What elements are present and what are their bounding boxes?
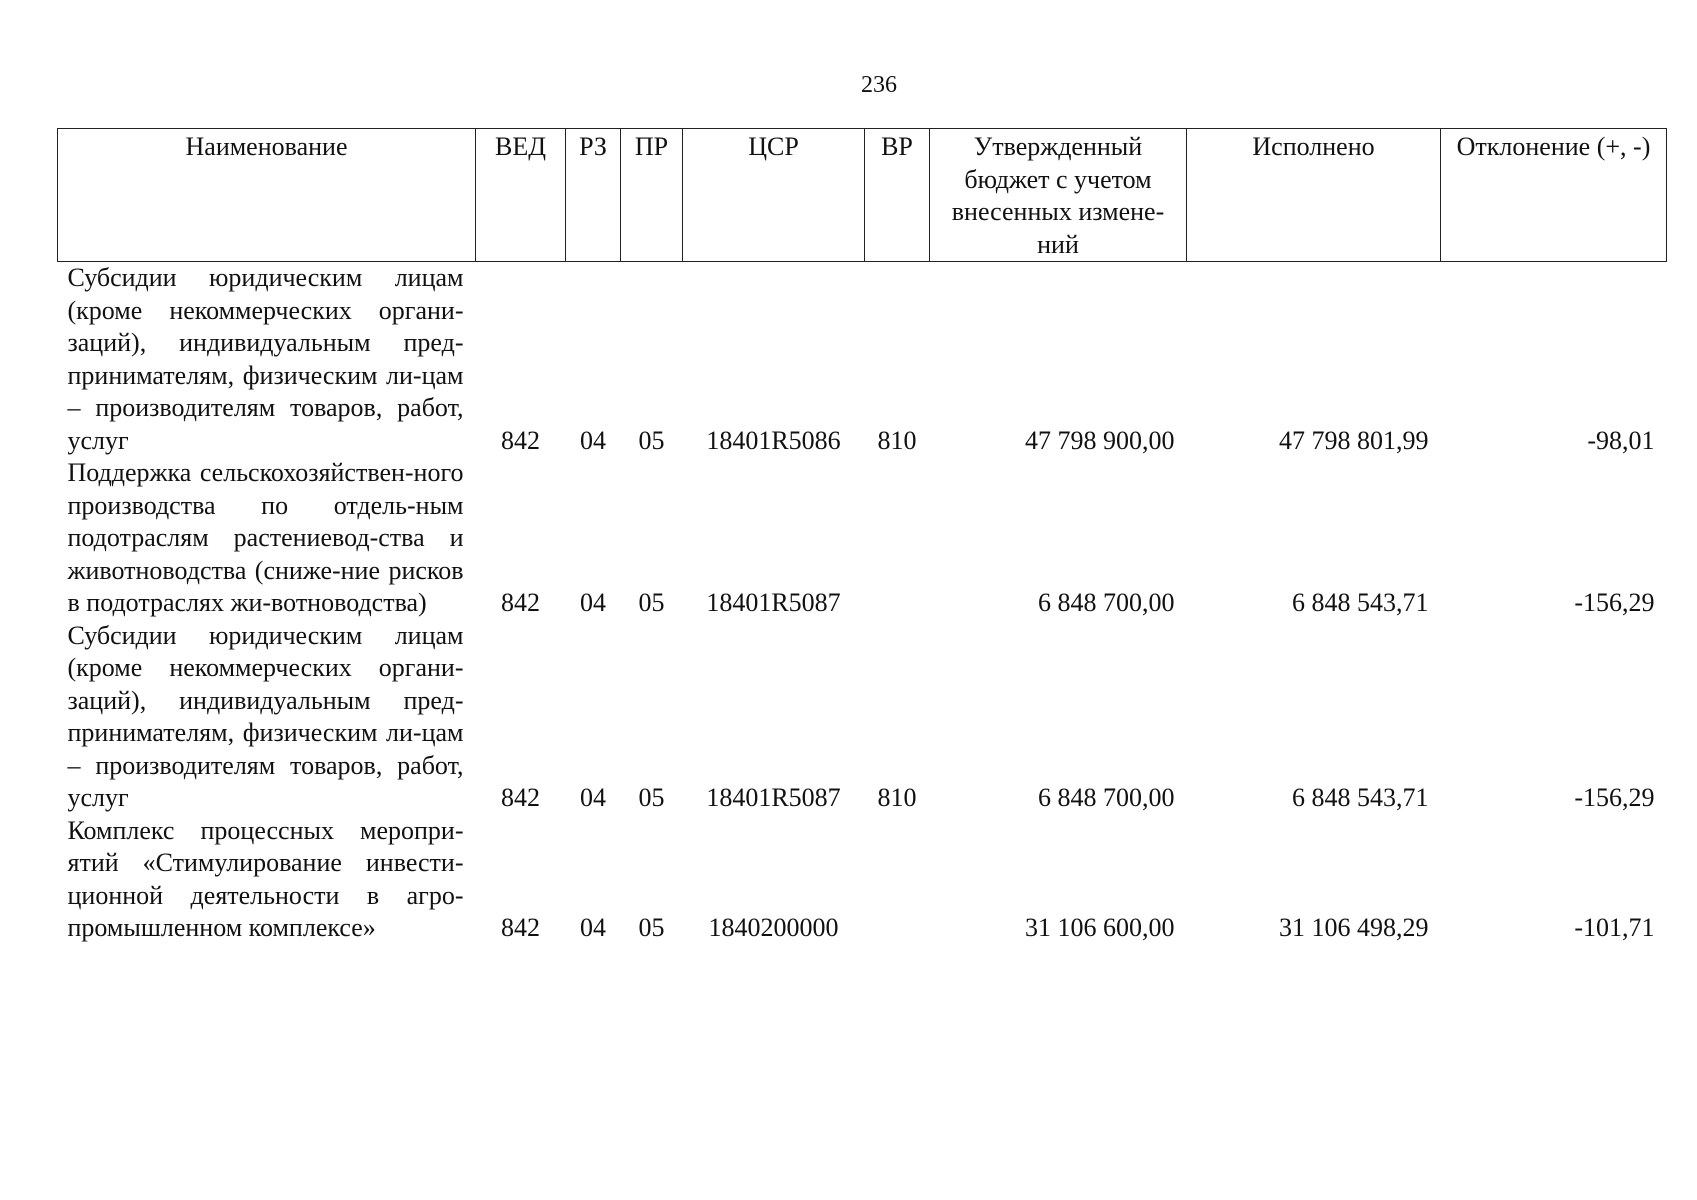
row-ved: 842 bbox=[501, 783, 540, 812]
row-rz: 04 bbox=[580, 588, 606, 617]
row-approved: 31 106 600,00 bbox=[1025, 913, 1175, 942]
row-approved: 6 848 700,00 bbox=[1038, 588, 1175, 617]
row-csr: 18401R5086 bbox=[706, 425, 841, 455]
header-deviation: Отклонение (+, -) bbox=[1441, 129, 1667, 262]
header-pr: ПР bbox=[621, 129, 683, 262]
row-name: Субсидии юридическим лицам (кроме некоммерческих органи-заций), индивидуальным пред-принимателям, физическим ли-цам – производителям товаров, работ, услуг bbox=[67, 620, 464, 812]
row-csr: 1840200000 bbox=[708, 913, 839, 942]
row-vr: 810 bbox=[877, 783, 917, 812]
row-executed: 47 798 801,99 bbox=[1279, 425, 1429, 455]
row-deviation: -101,71 bbox=[1574, 913, 1655, 942]
row-executed: 6 848 543,71 bbox=[1292, 588, 1429, 617]
page-number: 236 bbox=[861, 72, 897, 98]
row-pr: 05 bbox=[638, 588, 665, 617]
header-name: Наименование bbox=[58, 129, 476, 262]
row-name: Поддержка сельскохозяйствен-ного производства по отдель-ным подотраслям растениевод-ства и животноводства (сниже-ние рисков в подотраслях жи-вотноводства) bbox=[67, 458, 464, 617]
row-pr: 05 bbox=[638, 783, 665, 812]
row-approved: 6 848 700,00 bbox=[1038, 783, 1175, 812]
table-row bbox=[58, 457, 1667, 620]
header-ved: ВЕД bbox=[476, 129, 566, 262]
row-rz: 04 bbox=[580, 913, 606, 942]
table-header bbox=[58, 129, 1667, 262]
row-rz: 04 bbox=[580, 783, 606, 812]
row-pr: 05 bbox=[638, 425, 665, 455]
header-csr: ЦСР bbox=[683, 129, 865, 262]
budget-execution-table bbox=[57, 128, 1667, 945]
header-rz: РЗ bbox=[566, 129, 621, 262]
row-deviation: -98,01 bbox=[1587, 425, 1655, 455]
row-csr: 18401R5087 bbox=[706, 588, 841, 617]
row-ved: 842 bbox=[501, 913, 540, 942]
row-ved: 842 bbox=[501, 425, 540, 455]
row-name: Комплекс процессных меропри-ятий «Стимулирование инвести-ционной деятельности в агро-промышленном комплексе» bbox=[67, 815, 464, 942]
row-pr: 05 bbox=[638, 913, 665, 942]
table-row bbox=[58, 815, 1667, 945]
table-body bbox=[58, 262, 1667, 945]
table-row bbox=[58, 262, 1667, 458]
table-row bbox=[58, 620, 1667, 815]
row-vr: 810 bbox=[877, 425, 917, 455]
row-vr bbox=[865, 457, 930, 620]
row-deviation: -156,29 bbox=[1574, 783, 1655, 812]
row-csr: 18401R5087 bbox=[706, 783, 841, 812]
header-row bbox=[58, 129, 1667, 262]
row-executed: 31 106 498,29 bbox=[1279, 913, 1429, 942]
row-name: Субсидии юридическим лицам (кроме некоммерческих органи-заций), индивидуальным пред-принимателям, физическим ли-цам – производителям товаров, работ, услуг bbox=[67, 263, 464, 455]
header-executed: Исполнено bbox=[1187, 129, 1441, 262]
row-ved: 842 bbox=[501, 588, 540, 617]
row-vr bbox=[865, 815, 930, 945]
row-deviation: -156,29 bbox=[1574, 588, 1655, 617]
row-rz: 04 bbox=[580, 425, 606, 455]
header-vr: ВР bbox=[865, 129, 930, 262]
row-approved: 47 798 900,00 bbox=[1025, 425, 1175, 455]
row-executed: 6 848 543,71 bbox=[1292, 783, 1429, 812]
header-approved-budget: Утвержденный бюджет с учетом внесенных измене-ний bbox=[930, 129, 1187, 262]
